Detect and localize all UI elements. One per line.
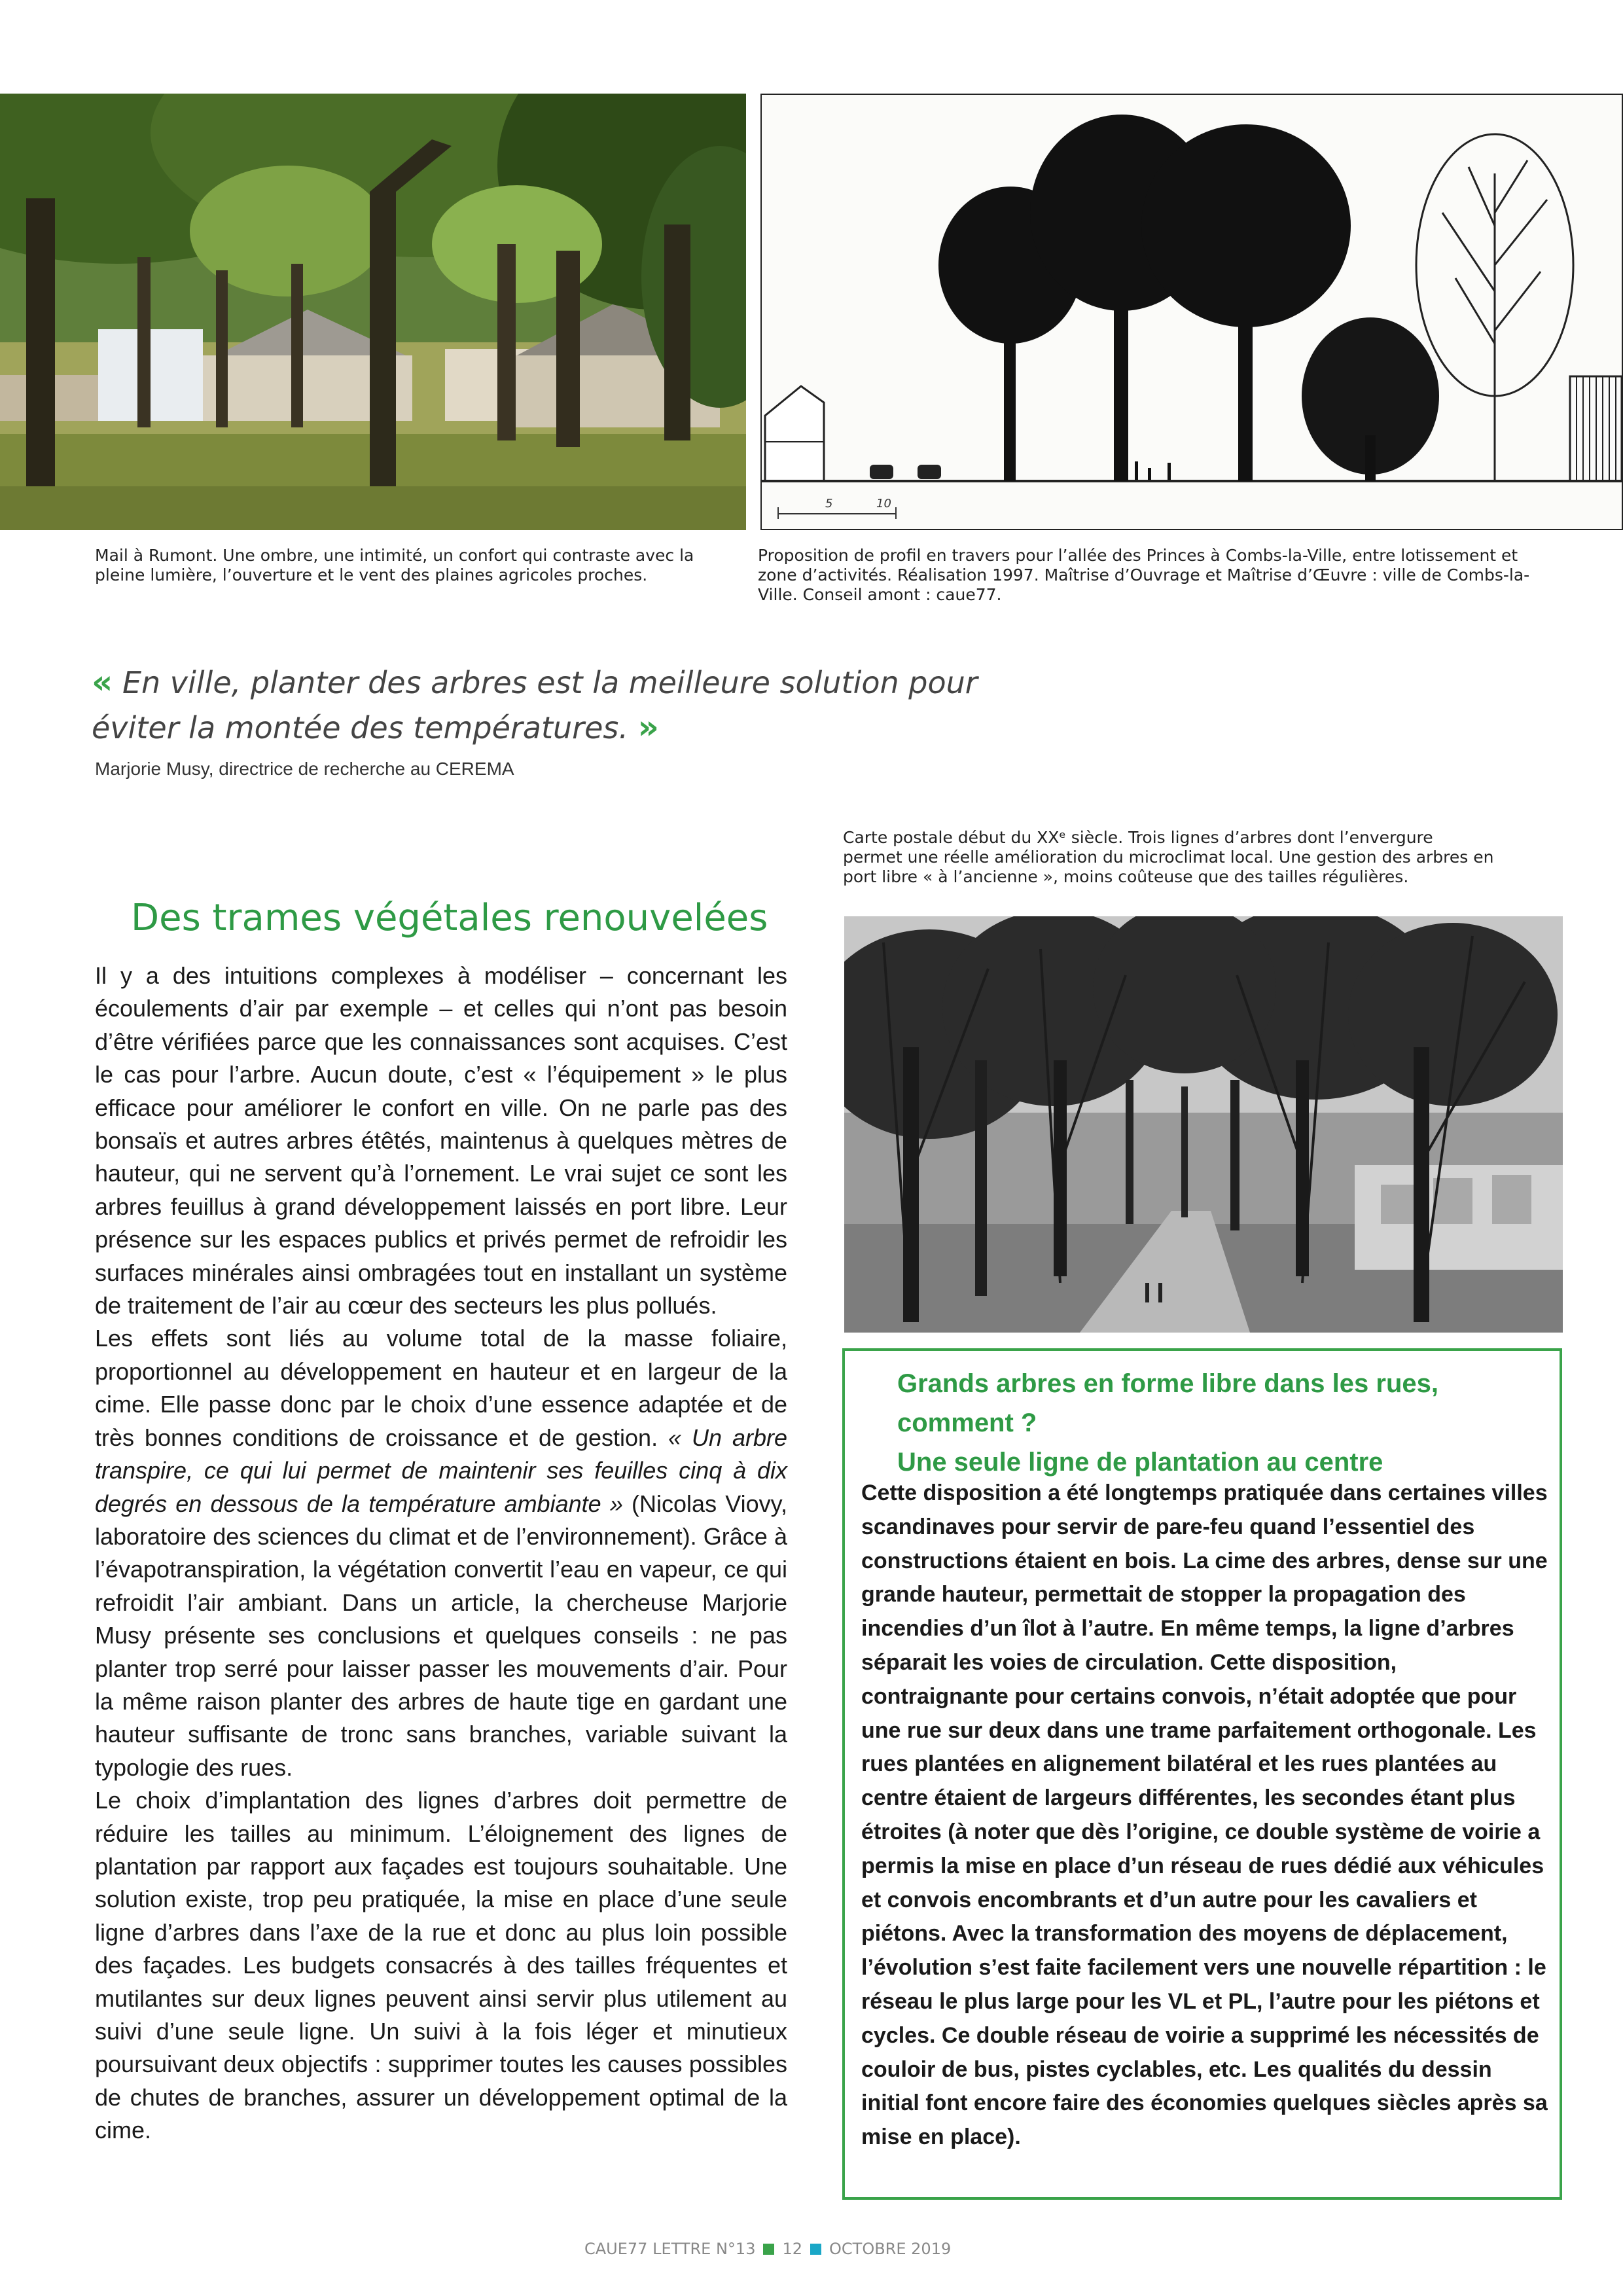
- footer-page-number: 12: [782, 2240, 803, 2258]
- paragraph-text: (Nicolas Viovy, laboratoire des sciences du climat et de l’environnement). Grâce à l’évapotranspiration, la végétation convertit l’eau en vapeur, ce qui refroidit l’air ambiant. Dans un article, la chercheuse Marjorie Musy présente ses conclusions et quelques conseils : ne pas planter trop serré pour laisser passer les mouvements d’air. Pour la même raison planter des arbres de haute tige en gardant une hauteur suffisante de tronc sans branches, variable suivant la typologie des rues.: [95, 1490, 787, 1781]
- paragraph-text: Les effets sont liés au volume total de la masse foliaire, proportionnel au développement en hauteur et en largeur de la cime. Elle passe donc par le choix d’une essence adaptée et de très bonnes conditions de croissance et de gestion.: [95, 1325, 787, 1451]
- quote-author: Marjorie Musy, directrice de recherche au CEREMA: [95, 759, 514, 779]
- article-paragraph: [95, 1322, 787, 1784]
- scale-label-5: 5: [825, 497, 833, 511]
- article-paragraph: Il y a des intuitions complexes à modéliser – concernant les écoulements d’air par exemple – et celles qui n’ont pas besoin d’être vérifiées parce que les connaissances sont acquises. C’est le cas pour l’arbre. Aucun doute, c’est « l’équipement » le plus efficace pour améliorer le confort en ville. On ne parle pas des bonsaïs et autres arbres étêtés, maintenus à quelques mètres de hauteur, qui ne servent qu’à l’ornement. Le vrai sujet ce sont les arbres feuillus à grand développement laissés en port libre. Leur présence sur les espaces publics et privés permet de refroidir les surfaces minérales ainsi ombragées tout en installant un système de traitement de l’air au cœur des secteurs les plus pollués.: [95, 962, 787, 1319]
- sidebar-box: [842, 1348, 1562, 2200]
- sidebar-text: Cette disposition a été longtemps pratiquée dans certaines villes scandinaves pour servir de pare-feu quand l’essentiel des constructions étaient en bois. La cime des arbres, dense sur une grande hauteur, permettait de stopper la propagation des incendies d’un îlot à l’autre. En même temps, la ligne d’arbres séparait les voies de circulation. Cette disposition, contraignante pour certains convois, n’était adoptée que pour une rue sur deux dans une trame parfaitement orthogonale. Les rues plantées en alignement bilatéral et les rues plantées au centre étaient de largeurs différentes, les secondes étant plus étroites (à noter que dès l’origine, ce double système de voirie a permis la mise en place d’un réseau de rues dédié aux véhicules et convois encombrants et d’un autre pour les cavaliers et piétons. Avec la transformation des moyens de déplacement, l’évolution s’est faite facilement vers une nouvelle répartition : le réseau le plus large pour les VL et PL, l’autre pour les piétons et cycles. Ce double réseau de voirie a supprimé les nécessités de couloir de bus, pistes cyclables, etc. Les qualités du dessin initial font encore faire des économies quelques siècles après sa mise en place).: [861, 1480, 1548, 2150]
- postcard-caption: Carte postale début du XXᵉ siècle. Trois lignes d’arbres dont l’envergure permet une réelle amélioration du microclimat local. Une gestion des arbres en port libre « à l’ancienne », moins coûteuse que des tailles régulières.: [843, 828, 1494, 886]
- section-title: Des trames végétales renouvelées: [131, 897, 768, 939]
- page-footer: [584, 2240, 951, 2258]
- footer-square-blue: [810, 2244, 821, 2255]
- quote-close-mark: »: [637, 708, 659, 746]
- footer-publication: CAUE77 LETTRE N°13: [584, 2240, 756, 2258]
- sidebar-title-line: Une seule ligne de plantation au centre: [897, 1448, 1383, 1477]
- pull-quote: [92, 660, 995, 750]
- sidebar-title: [897, 1364, 1539, 1482]
- inline-quote: « Un arbre transpire, ce qui lui permet de maintenir ses feuilles cinq à dix degrés en dessous de la température ambiante »: [95, 1424, 787, 1517]
- postcard-photo: [844, 916, 1563, 1333]
- scale-label-10: 10: [876, 497, 891, 511]
- article-paragraph: Le choix d’implantation des lignes d’arbres doit permettre de réduire les tailles au minimum. L’éloignement des lignes de plantation par rapport aux façades est toujours souhaitable. Une solution existe, trop peu pratiquée, la mise en place d’une seule ligne d’arbres dans l’axe de la rue et donc au plus loin possible des façades. Les budgets consacrés à des tailles fréquentes et mutilantes sur deux lignes peuvent ainsi servir plus utilement au suivi d’une seule ligne. Un suivi à la fois léger et minutieux poursuivant deux objectifs : supprimer toutes les causes possibles de chutes de branches, assurer un développement optimal de la cime.: [95, 1787, 787, 2144]
- footer-square-green: [763, 2244, 774, 2255]
- photo-mail-rumont: [0, 94, 746, 530]
- photo-caption: Mail à Rumont. Une ombre, une intimité, un confort qui contraste avec la pleine lumière, l’ouverture et le vent des plaines agricoles proches.: [95, 546, 694, 584]
- sidebar-title-line: Grands arbres en forme libre dans les rues, comment ?: [897, 1369, 1438, 1437]
- article-body: [95, 960, 787, 2147]
- profile-drawing: [760, 94, 1623, 530]
- quote-text: En ville, planter des arbres est la meilleure solution pour éviter la montée des températures.: [92, 665, 978, 745]
- quote-open-mark: «: [92, 663, 113, 701]
- drawing-caption: Proposition de profil en travers pour l’allée des Princes à Combs-la-Ville, entre lotissement et zone d’activités. Réalisation 1997. Maîtrise d’Ouvrage et Maîtrise d’Œuvre : ville de Combs-la-Ville. Conseil amont : caue77.: [758, 546, 1530, 604]
- footer-date: OCTOBRE 2019: [829, 2240, 952, 2258]
